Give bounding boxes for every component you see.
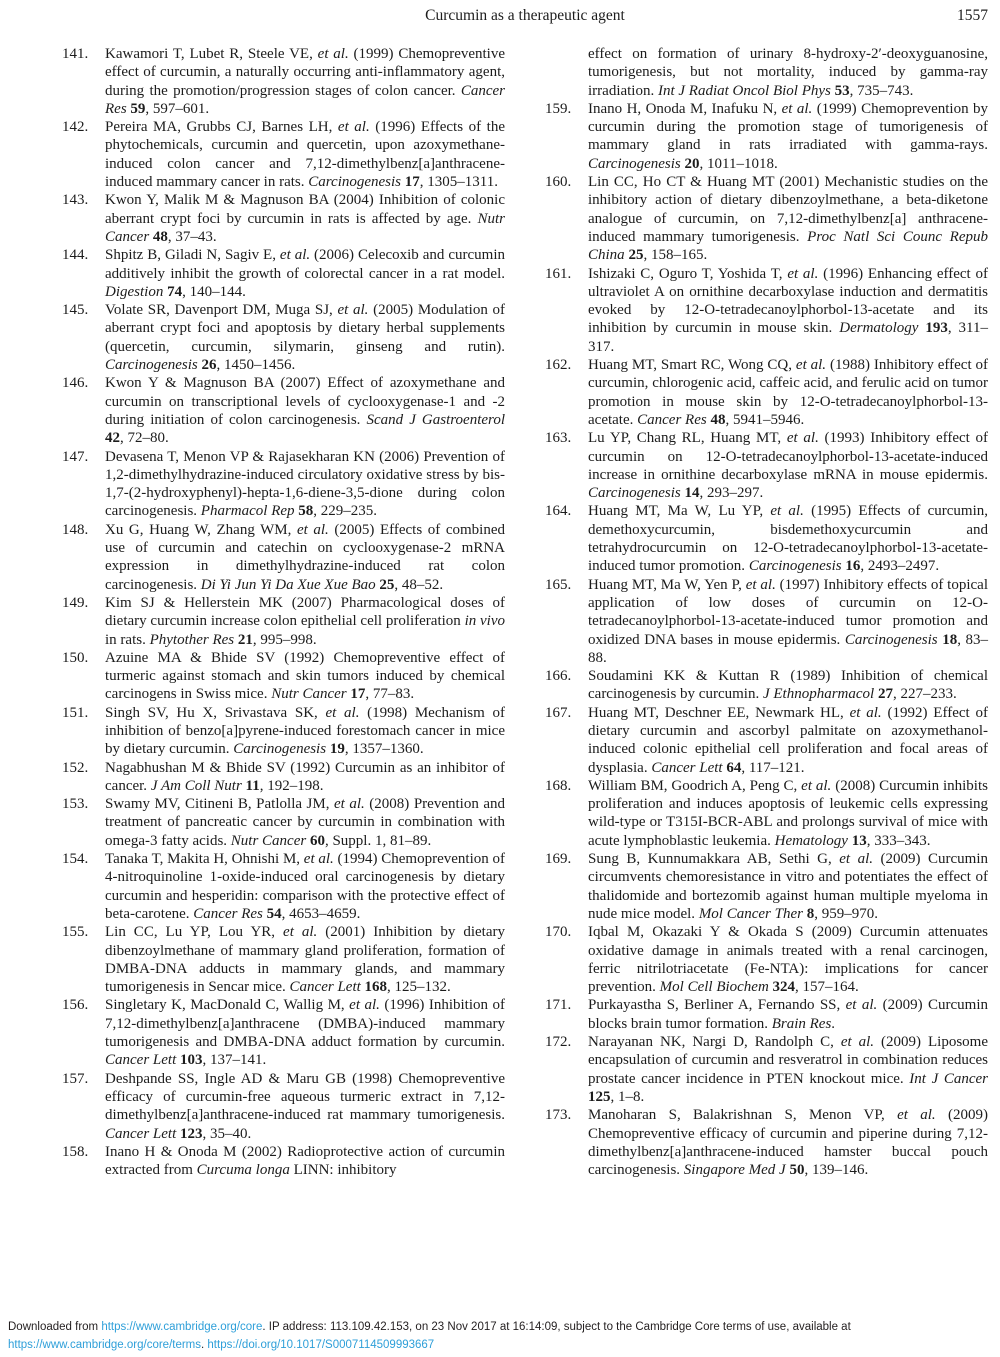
reference-item	[62, 448, 505, 521]
reference-continuation	[545, 45, 988, 100]
reference-item	[62, 374, 505, 447]
reference-number: 146.	[62, 375, 89, 392]
reference-text: Pereira MA, Grubbs CJ, Barnes LH, et al. (1996) Effects of the phytochemicals, curcumin and quercetin, upon azoxymethane-induced colon cancer and 7,12-dimethylbenz[a]anthracene-induced mammary cancer in rats. Carcinogenesis 17, 1305–1311.	[105, 119, 505, 191]
reference-item	[62, 649, 505, 704]
reference-item	[545, 996, 988, 1033]
reference-item	[545, 265, 988, 356]
reference-number: 150.	[62, 649, 89, 666]
footer-link[interactable]: https://doi.org/10.1017/S0007114509993667	[207, 1338, 435, 1351]
reference-number: 165.	[545, 576, 572, 593]
reference-text: Deshpande SS, Ingle AD & Maru GB (1998) Chemopreventive efficacy of curcumin-free aqueous turmeric extract in 7,12-dimethylbenz[a]anthracene-induced rat mammary tumorigenesis. Cancer Lett 123, 35–40.	[105, 1070, 505, 1142]
reference-number: 147.	[62, 448, 89, 465]
reference-text: William BM, Goodrich A, Peng C, et al. (2008) Curcumin inhibits proliferation and induces apoptosis of leukemic cells expressing wild-type or T315I-BCR-ABL and prolongs survival of mice with acute lymphoblastic leukemia. Hematology 13, 333–343.	[588, 777, 988, 849]
reference-item	[62, 759, 505, 796]
reference-number: 166.	[545, 668, 572, 685]
reference-text: Manoharan S, Balakrishnan S, Menon VP, et al. (2009) Chemopreventive efficacy of curcumin and piperine during 7,12-dimethylbenz[a]anthracene-induced hamster buccal pouch carcinogenesis. Singapore Med J 50, 139–146.	[588, 1107, 988, 1179]
reference-text: Sung B, Kunnumakkara AB, Sethi G, et al. (2009) Curcumin circumvents chemoresistance in vitro and potentiates the effect of thalidomide and bortezomib against human multiple myeloma in nude mice model. Mol Cancer Ther 8, 959–970.	[588, 851, 989, 922]
reference-text: Kwon Y, Malik M & Magnuson BA (2004) Inhibition of colonic aberrant crypt foci by curcumin in rats is affected by age. Nutr Cancer 48, 37–43.	[105, 192, 505, 245]
reference-number: 155.	[62, 924, 89, 941]
reference-number: 163.	[545, 430, 572, 447]
reference-number: 156.	[62, 997, 89, 1014]
reference-number: 151.	[62, 704, 89, 721]
reference-item	[62, 996, 505, 1069]
reference-item	[545, 100, 988, 173]
reference-item	[545, 576, 988, 667]
reference-text: Inano H, Onoda M, Inafuku N, et al. (1999) Chemoprevention by curcumin during the promotion stage of tumorigenesis of mammary gland in rats irradiated with gamma-rays. Carcinogenesis 20, 1011–1018.	[588, 100, 989, 172]
reference-number: 144.	[62, 247, 89, 264]
reference-item	[62, 191, 505, 246]
reference-number: 167.	[545, 704, 572, 721]
reference-item	[545, 502, 988, 575]
page-number: 1557	[957, 7, 988, 24]
watermark-line	[8, 1337, 993, 1355]
reference-text: Lu YP, Chang RL, Huang MT, et al. (1993) Inhibitory effect of curcumin on 12-O-tetradecanoylphorbol-13-acetate-induced increase in ornithine decarboxylase mRNA in mouse epidermis. Carcinogenesis 14, 293–297.	[588, 430, 989, 502]
watermark-line	[8, 1319, 993, 1337]
references-column-right	[545, 45, 988, 1179]
reference-number: 143.	[62, 192, 89, 209]
reference-text: Lin CC, Ho CT & Huang MT (2001) Mechanistic studies on the inhibitory action of dietary dibenzoylmethane, a beta-diketone analogue of curcumin, on 7,12-dimethylbenz[a] anthracene-induced mammary tumorigenesis. Proc Natl Sci Counc Repub China 25, 158–165.	[588, 174, 989, 264]
reference-number: 149.	[62, 594, 89, 611]
reference-text: Huang MT, Smart RC, Wong CQ, et al. (1988) Inhibitory effect of curcumin, chlorogenic acid, caffeic acid, and ferulic acid on tumor promotion in mouse skin by 12-O-tetradecanoylphorbol-13-acetate. Cancer Res 48, 5941–5946.	[588, 357, 989, 428]
reference-text: Singletary K, MacDonald C, Wallig M, et al. (1996) Inhibition of 7,12-dimethylbenz[a]anthracene (DMBA)-induced mammary tumorigenesis and DMBA-DNA adduct formation by curcumin. Cancer Lett 103, 137–141.	[105, 997, 505, 1069]
reference-text: Devasena T, Menon VP & Rajasekharan KN (2006) Prevention of 1,2-dimethylhydrazine-induced circulatory oxidative stress by bis-1,7-(2-hydroxyphenyl)-hepta-1,6-diene-3,5-dione during colon carcinogenesis. Pharmacol Rep 58, 229–235.	[105, 448, 505, 520]
reference-item	[62, 521, 505, 594]
reference-text: Inano H & Onoda M (2002) Radioprotective action of curcumin extracted from Curcuma longa LINN: inhibitory	[105, 1143, 505, 1179]
footer-link[interactable]: https://www.cambridge.org/core	[101, 1321, 263, 1333]
reference-text: Soudamini KK & Kuttan R (1989) Inhibition of chemical carcinogenesis by curcumin. J Ethnopharmacol 27, 227–233.	[588, 668, 988, 703]
reference-item	[62, 704, 505, 759]
reference-item	[545, 704, 988, 777]
reference-item	[62, 594, 505, 649]
reference-number: 148.	[62, 521, 89, 538]
reference-number: 162.	[545, 357, 572, 374]
reference-number: 145.	[62, 302, 89, 319]
reference-text: Nagabhushan M & Bhide SV (1992) Curcumin as an inhibitor of cancer. J Am Coll Nutr 11, 192–198.	[105, 759, 505, 794]
reference-number: 161.	[545, 265, 572, 282]
reference-number: 171.	[545, 997, 572, 1014]
reference-item	[545, 429, 988, 502]
page	[62, 0, 988, 1179]
reference-text: Ishizaki C, Oguro T, Yoshida T, et al. (1996) Enhancing effect of ultraviolet A on ornithine decarboxylase induction and dermatitis evoked by 12-O-tetradecanoylphorbol-13-acetate and its inhibition by curcumin in mouse skin. Dermatology 193, 311–317.	[588, 265, 989, 355]
reference-text: effect on formation of urinary 8-hydroxy-2′-deoxyguanosine, tumorigenesis, but not mortality, induced by gamma-ray irradiation. Int J Radiat Oncol Biol Phys 53, 735–743.	[588, 46, 988, 99]
reference-item	[62, 1070, 505, 1143]
reference-item	[545, 923, 988, 996]
reference-number: 152.	[62, 759, 89, 776]
reference-text: Tanaka T, Makita H, Ohnishi M, et al. (1994) Chemoprevention of 4-nitroquinoline 1-oxide-induced oral carcinogenesis by dietary curcumin and hesperidin: comparison with the protective effect of beta-carotene. Cancer Res 54, 4653–4659.	[105, 851, 505, 922]
reference-number: 159.	[545, 100, 572, 117]
reference-number: 153.	[62, 796, 89, 813]
reference-number: 164.	[545, 503, 572, 520]
reference-text: Kim SJ & Hellerstein MK (2007) Pharmacological doses of dietary curcumin increase colon epithelial cell proliferation in vivo in rats. Phytother Res 21, 995–998.	[105, 594, 505, 648]
footer-text: Downloaded from	[8, 1321, 102, 1333]
reference-item	[62, 301, 505, 374]
reference-text: Swamy MV, Citineni B, Patlolla JM, et al. (2008) Prevention and treatment of pancreatic cancer by curcumin in combination with omega-3 fatty acids. Nutr Cancer 60, Suppl. 1, 81–89.	[105, 796, 506, 849]
reference-text: Iqbal M, Okazaki Y & Okada S (2009) Curcumin attenuates oxidative damage in animals treated with a renal carcinogen, ferric nitrilotriacetate (Fe-NTA): implications for cancer prevention. Mol Cell Biochem 324, 157–164.	[588, 924, 988, 996]
reference-number: 158.	[62, 1143, 89, 1160]
page-header	[62, 0, 988, 25]
references-section	[62, 45, 988, 1179]
reference-text: Huang MT, Ma W, Yen P, et al. (1997) Inhibitory effects of topical application of low doses of curcumin on 12-O-tetradecanoylphorbol-13-acetate-induced tumor promotion and oxidized DNA bases in mouse epidermis. Carcinogenesis 18, 83–88.	[588, 576, 989, 666]
reference-item	[545, 1033, 988, 1106]
reference-number: 172.	[545, 1034, 572, 1051]
reference-item	[62, 246, 505, 301]
reference-item	[62, 923, 505, 996]
reference-number: 168.	[545, 777, 572, 794]
download-watermark	[8, 1319, 993, 1354]
reference-number: 169.	[545, 851, 572, 868]
reference-item	[62, 1143, 505, 1180]
reference-number: 173.	[545, 1107, 572, 1124]
reference-number: 160.	[545, 174, 572, 191]
reference-text: Huang MT, Ma W, Lu YP, et al. (1995) Effects of curcumin, demethoxycurcumin, bisdemethoxycurcumin and tetrahydrocurcumin on 12-O-tetradecanoylphorbol-13-acetate-induced tumor promotion. Carcinogenesis 16, 2493–2497.	[588, 503, 988, 575]
reference-item	[545, 777, 988, 850]
reference-text: Kwon Y & Magnuson BA (2007) Effect of azoxymethane and curcumin on transcriptional levels of cyclooxygenase-1 and -2 during initiation of colon carcinogenesis. Scand J Gastroenterol 42, 72–80.	[105, 375, 505, 447]
reference-item	[62, 45, 505, 118]
reference-item	[545, 1106, 988, 1179]
running-title: Curcumin as a therapeutic agent	[425, 7, 625, 24]
reference-text: Purkayastha S, Berliner A, Fernando SS, et al. (2009) Curcumin blocks brain tumor formation. Brain Res.	[588, 997, 988, 1032]
references-column-left	[62, 45, 505, 1179]
reference-text: Singh SV, Hu X, Srivastava SK, et al. (1998) Mechanism of inhibition of benzo[a]pyrene-induced forestomach cancer in mice by dietary curcumin. Carcinogenesis 19, 1357–1360.	[105, 704, 506, 758]
reference-text: Kawamori T, Lubet R, Steele VE, et al. (1999) Chemopreventive effect of curcumin, a naturally occurring anti-inflammatory agent, during the promotion/progression stages of colon cancer. Cancer Res 59, 597–601.	[105, 46, 506, 117]
reference-number: 141.	[62, 46, 89, 62]
reference-item	[545, 850, 988, 923]
reference-text: Azuine MA & Bhide SV (1992) Chemopreventive effect of turmeric against stomach and skin tumors induced by chemical carcinogens in Swiss mice. Nutr Cancer 17, 77–83.	[105, 649, 505, 703]
reference-number: 154.	[62, 851, 89, 868]
reference-text: Narayanan NK, Nargi D, Randolph C, et al. (2009) Liposome encapsulation of curcumin and resveratrol in combination reduces prostate cancer incidence in PTEN knockout mice. Int J Cancer 125, 1–8.	[588, 1034, 989, 1105]
reference-item	[545, 667, 988, 704]
reference-item	[545, 173, 988, 264]
reference-item	[62, 850, 505, 923]
reference-text: Xu G, Huang W, Zhang WM, et al. (2005) Effects of combined use of curcumin and catechin on cyclooxygenase-2 mRNA expression in dimethylhydrazine-induced rat colon carcinogenesis. Di Yi Jun Yi Da Xue Xue Bao 25, 48–52.	[105, 521, 505, 593]
footer-text: .	[201, 1338, 208, 1351]
reference-item	[62, 795, 505, 850]
reference-text: Lin CC, Lu YP, Lou YR, et al. (2001) Inhibition by dietary dibenzoylmethane of mammary gland proliferation, formation of DMBA-DNA adducts in mammary glands, and mammary tumorigenesis in Sencar mice. Cancer Lett 168, 125–132.	[105, 924, 506, 996]
reference-item	[62, 118, 505, 191]
reference-text: Huang MT, Deschner EE, Newmark HL, et al. (1992) Effect of dietary curcumin and ascorbyl palmitate on azoxymethanol-induced colonic epithelial cell proliferation and focal areas of dysplasia. Cancer Lett 64, 117–121.	[588, 704, 988, 776]
reference-number: 170.	[545, 924, 572, 941]
reference-number: 157.	[62, 1070, 89, 1087]
reference-number: 142.	[62, 119, 89, 136]
reference-text: Volate SR, Davenport DM, Muga SJ, et al. (2005) Modulation of aberrant crypt foci and apoptosis by dietary herbal supplements (quercetin, curcumin, silymarin, ginseng and rutin). Carcinogenesis 26, 1450–1456.	[105, 302, 506, 374]
reference-text: Shpitz B, Giladi N, Sagiv E, et al. (2006) Celecoxib and curcumin additively inhibit the growth of colorectal cancer in a rat model. Digestion 74, 140–144.	[105, 247, 505, 300]
footer-text: . IP address: 113.109.42.153, on 23 Nov 2017 at 16:14:09, subject to the Cambridge Core terms of use, available at	[262, 1321, 851, 1333]
reference-item	[545, 356, 988, 429]
footer-link[interactable]: https://www.cambridge.org/core/terms	[8, 1338, 202, 1351]
